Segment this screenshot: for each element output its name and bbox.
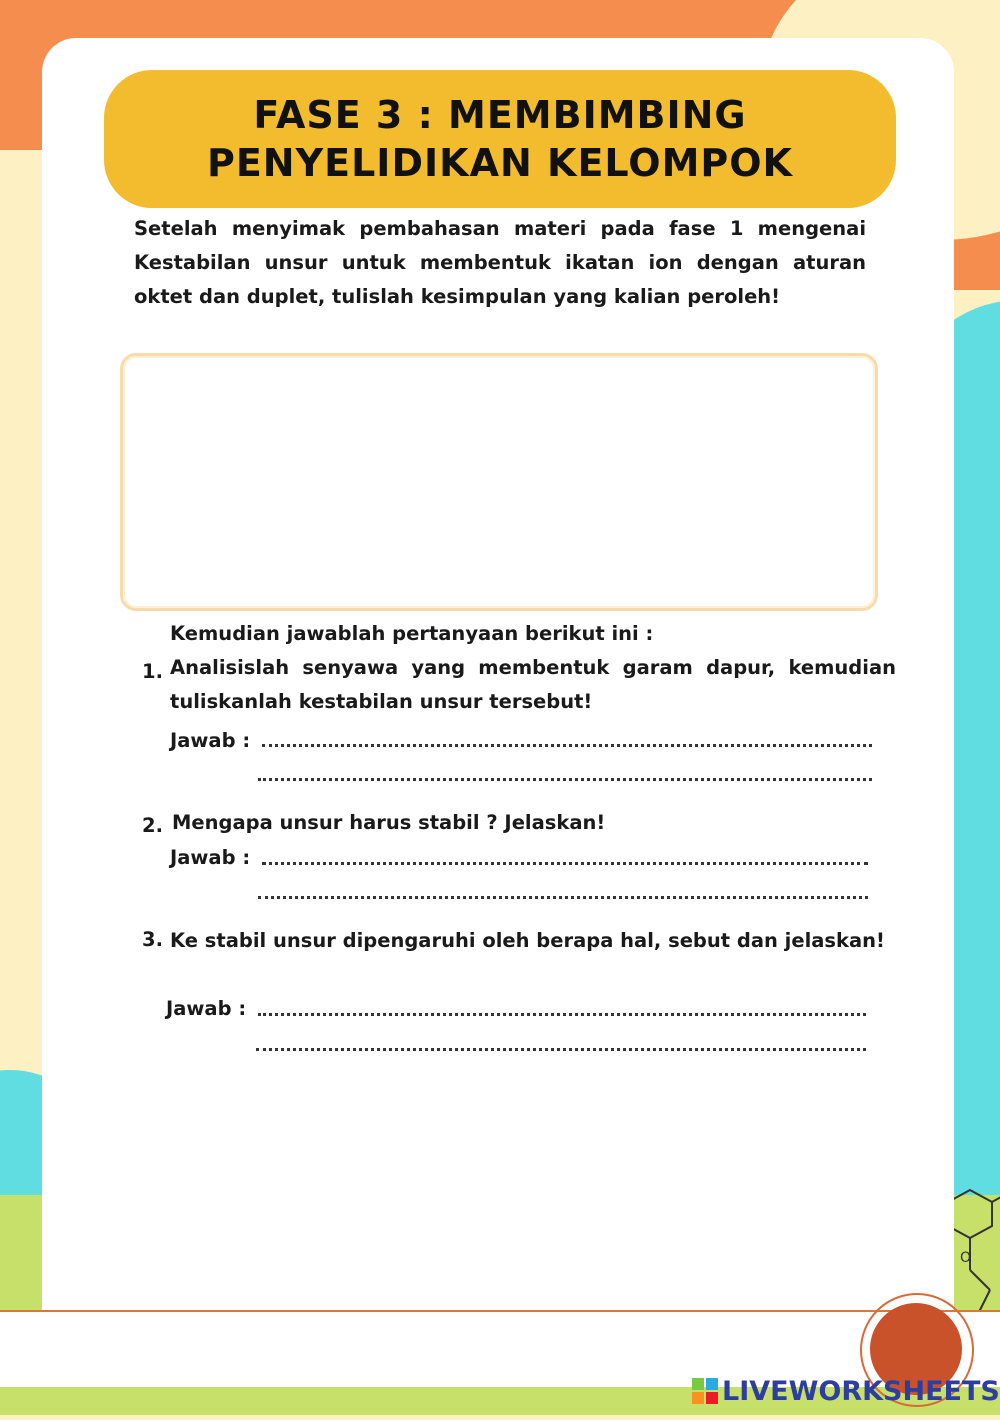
question-3-number: 3. <box>142 928 163 951</box>
phase-title-line-1: FASE 3 : MEMBIMBING <box>253 93 747 137</box>
question-2-answer-line-1[interactable] <box>262 862 868 865</box>
question-2-number: 2. <box>142 814 163 837</box>
liveworksheets-badge-icon <box>692 1378 718 1404</box>
question-2-answer-label: Jawab : <box>170 846 251 869</box>
question-3-answer-label: Jawab : <box>166 997 247 1020</box>
intro-instruction: Setelah menyimak pembahasan materi pada fase 1 mengenai Kestabilan unsur untuk membentuk ikatan ion dengan aturan oktet dan duplet, tulislah kesimpulan yang kalian peroleh! <box>134 217 866 308</box>
question-1-answer-line-2[interactable] <box>258 778 872 781</box>
phase-title-banner <box>104 70 896 208</box>
question-1-text: Analisislah senyawa yang membentuk garam dapur, kemudian tuliskanlah kestabilan unsur tersebut! <box>170 656 896 713</box>
question-2-text: Mengapa unsur harus stabil ? Jelaskan! <box>172 811 606 834</box>
liveworksheets-logo <box>692 1374 1000 1408</box>
phase-title-line-2: PENYELIDIKAN KELOMPOK <box>207 141 793 185</box>
question-2-answer-line-2[interactable] <box>258 896 868 899</box>
question-3-answer-line-1[interactable] <box>258 1013 866 1016</box>
questions-prompt: Kemudian jawablah pertanyaan berikut ini : <box>170 622 654 645</box>
question-3-answer-line-2[interactable] <box>256 1048 866 1051</box>
liveworksheets-brand-text: LIVEWORKSHEETS <box>722 1375 1000 1407</box>
question-3-text: Ke stabil unsur dipengaruhi oleh berapa hal, sebut dan jelaskan! <box>170 929 885 952</box>
conclusion-answer-box[interactable] <box>120 353 878 611</box>
question-1-answer-label: Jawab : <box>170 729 251 752</box>
question-1-number: 1. <box>142 660 163 683</box>
svg-text:O: O <box>960 1250 972 1266</box>
question-1-answer-line-1[interactable] <box>262 744 872 747</box>
